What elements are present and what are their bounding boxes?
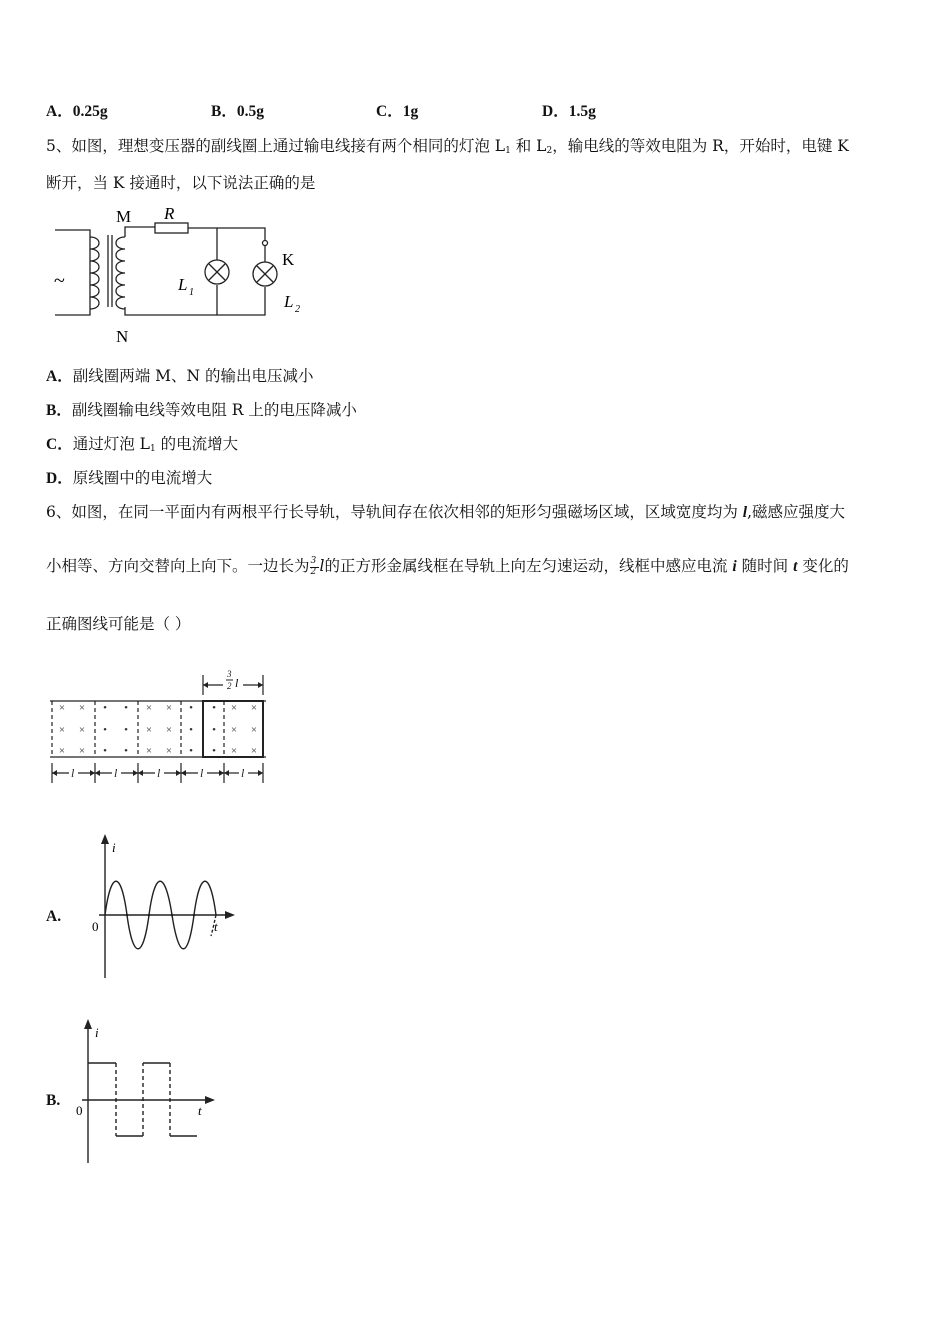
svg-text:•: • [212,724,216,736]
svg-text:×: × [250,702,258,714]
svg-text:•: • [189,745,193,757]
svg-text:•: • [124,702,128,714]
q6-field-diagram [40,665,280,790]
q4-option-d: D．1.5g [542,103,596,120]
svg-text:l: l [71,766,75,780]
svg-text:t: t [198,1103,202,1118]
svg-text:×: × [230,702,238,714]
svg-text:×: × [165,745,173,757]
svg-text:×: × [250,745,258,757]
svg-text:×: × [58,745,66,757]
q6-option-b-graph [70,1015,230,1165]
svg-text:•: • [212,702,216,714]
label-m: M [116,207,132,226]
q6-option-a-graph [85,830,245,980]
svg-text:l: l [114,766,118,780]
svg-text:×: × [78,702,86,714]
svg-text:l: l [241,766,245,780]
resistor-r [155,223,188,233]
label-l1: L [178,275,188,294]
svg-text:l: l [157,766,161,780]
q6-stem-line1: 6、如图，在同一平面内有两根平行长导轨，导轨间存在依次相邻的矩形匀强磁场区域，区域宽度均为 l,磁感应强度大 [46,503,846,521]
svg-text:•: • [189,724,193,736]
svg-text:t: t [214,919,218,934]
q6-option-a-label: A. [46,908,62,925]
q6-stem-line3: 正确图线可能是（ ） [46,615,191,633]
svg-text:3: 3 [227,669,232,679]
q6-stem-line2: 小相等、方向交替向上向下。一边长为 $\frac{3}{2}$ l的正方形金属线框在导轨上向左匀速运动，线框中感应电流 i 随时间 t 变化的 [46,556,849,577]
svg-text:×: × [165,724,173,736]
svg-text:×: × [145,745,153,757]
label-k: K [282,250,295,269]
svg-text:l: l [235,676,239,690]
switch-k [263,241,268,246]
svg-text:×: × [58,724,66,736]
svg-text:×: × [250,724,258,736]
q5-circuit-diagram [50,205,310,350]
svg-text:×: × [78,745,86,757]
q5-stem-line2: 断开，当 K 接通时，以下说法正确的是 [46,174,316,192]
label-l1-sub: 1 [189,287,194,298]
svg-text:2: 2 [227,681,232,691]
q4-option-c: C．1g [376,103,419,120]
svg-text:i: i [95,1025,99,1040]
label-n: N [116,327,129,346]
q4-option-b: B．0.5g [211,103,264,120]
svg-text:×: × [145,702,153,714]
q5-option-b: B．副线圈输电线等效电阻 R 上的电压降减小 [46,401,357,419]
secondary-coil [116,237,125,309]
svg-text:×: × [78,724,86,736]
primary-coil [90,237,99,309]
ac-source-symbol: ~ [54,270,65,292]
q5-option-c: C．通过灯泡 $L_1$ 的电流增大 [46,435,239,454]
svg-text:•: • [124,724,128,736]
svg-text:×: × [145,724,153,736]
q5-option-a: A．副线圈两端 M、N 的输出电压减小 [46,367,314,385]
svg-text:0: 0 [76,1103,83,1118]
svg-text:•: • [189,702,193,714]
svg-text:l: l [200,766,204,780]
q6-option-b-label: B. [46,1092,61,1109]
q5-stem-line1: 5、如图，理想变压器的副线圈上通过输电线接有两个相同的灯泡 $L_1$ 和 $L_2$，输电线的等效电阻为 R，开始时，电键 K [46,137,849,156]
svg-text:i: i [112,840,116,855]
label-r: R [164,205,175,223]
fraction-three-halves: $\frac{3}{2}$ [310,557,320,577]
svg-text:0: 0 [92,919,99,934]
label-l2-sub: 2 [295,304,300,315]
svg-text:•: • [212,745,216,757]
svg-text:•: • [103,724,107,736]
label-l2: L [284,292,294,311]
q5-option-d: D．原线圈中的电流增大 [46,469,213,487]
svg-text:•: • [103,745,107,757]
svg-text:×: × [230,745,238,757]
svg-text:•: • [124,745,128,757]
q4-option-a: A．0.25g [46,103,108,120]
svg-text:×: × [58,702,66,714]
svg-text:×: × [230,724,238,736]
svg-text:×: × [165,702,173,714]
svg-text:•: • [103,702,107,714]
